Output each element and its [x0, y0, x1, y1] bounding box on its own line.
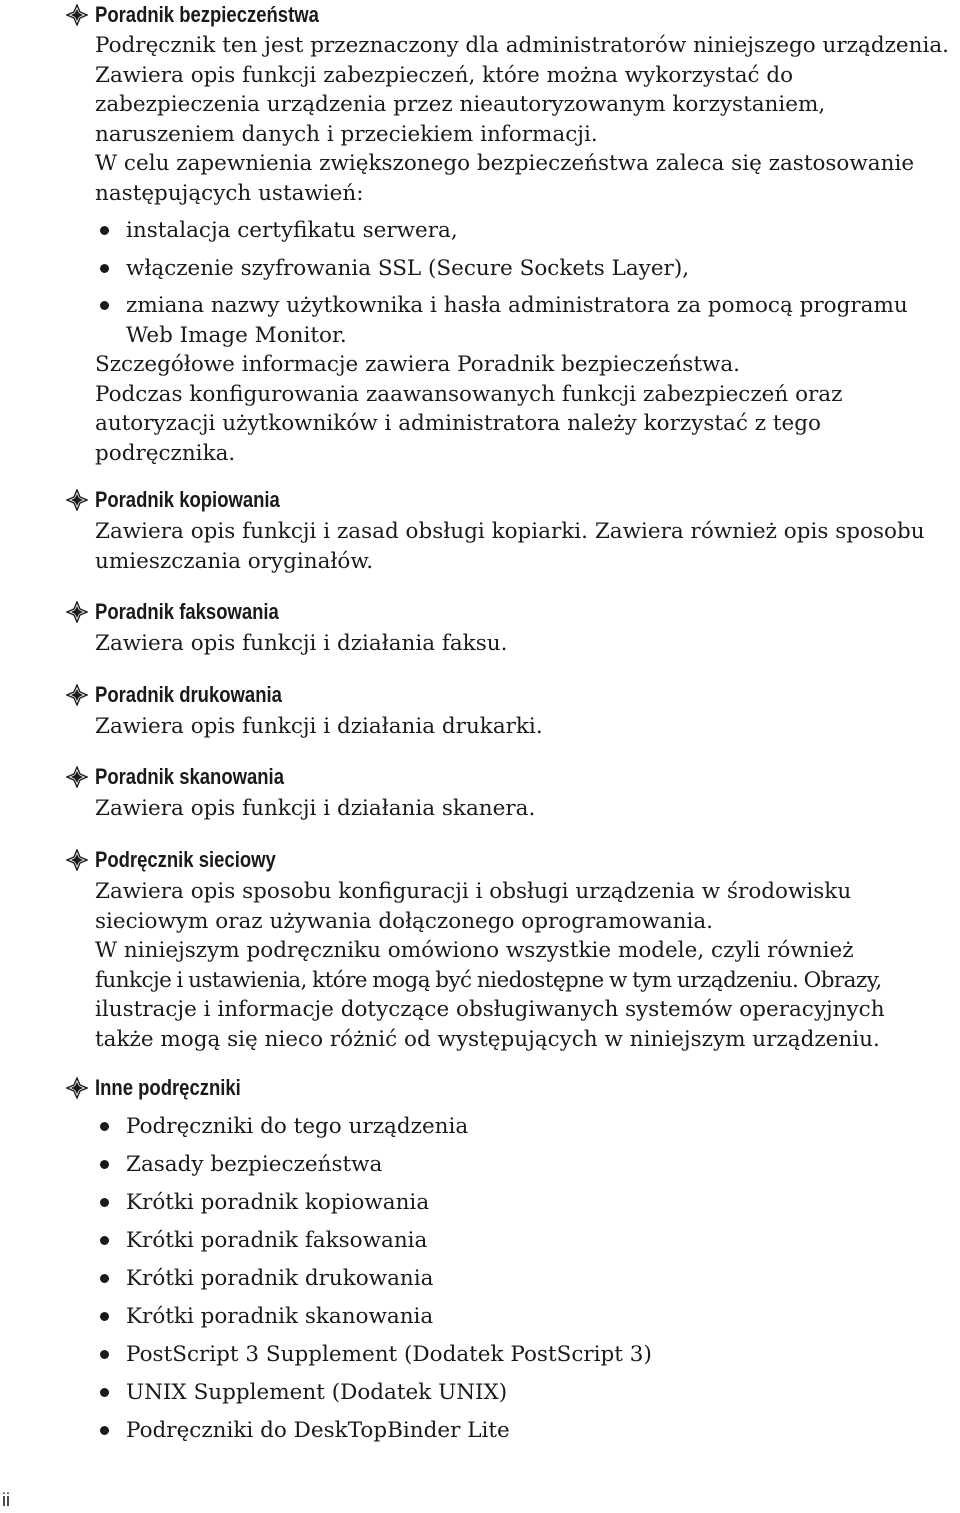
section-body	[95, 712, 955, 742]
section-title: Poradnik faksowania	[95, 599, 279, 624]
section-heading	[0, 1, 960, 31]
section-body	[95, 794, 955, 824]
section-body	[95, 31, 955, 208]
paragraph: Szczegółowe informacje zawiera Poradnik bezpieczeństwa.	[95, 352, 741, 377]
section-title: Inne podręczniki	[95, 1075, 241, 1100]
list-item: Zasady bezpieczeństwa	[126, 1150, 956, 1180]
paragraph: Zawiera opis funkcji i działania skanera.	[95, 796, 536, 821]
bullet-icon	[100, 1426, 109, 1435]
section-body	[95, 877, 955, 936]
section-title: Podręcznik sieciowy	[95, 847, 276, 872]
list-item: PostScript 3 Supplement (Dodatek PostScript 3)	[126, 1340, 956, 1370]
paragraph: Zawiera opis funkcji i działania drukarki.	[95, 714, 543, 739]
bullet-icon	[100, 1122, 109, 1131]
note-line: także mogą się nieco różnić od występujących w niniejszym urządzeniu.	[95, 1026, 880, 1052]
diamond-bullet-icon	[66, 489, 88, 511]
bullet-icon	[100, 1274, 109, 1283]
diamond-bullet-icon	[66, 4, 88, 26]
note-line: ilustracje i informacje dotyczące obsługiwanych systemów operacyjnych	[95, 997, 885, 1022]
list-item: UNIX Supplement (Dodatek UNIX)	[126, 1378, 956, 1408]
list-item: Podręczniki do DeskTopBinder Lite	[126, 1416, 956, 1446]
paragraph: Zawiera opis sposobu konfiguracji i obsługi urządzenia w środowisku sieciowym oraz używania dołączonego oprogramowania.	[95, 879, 852, 934]
note-line: W niniejszym podręczniku omówiono wszystkie modele, czyli również	[95, 938, 854, 963]
section-title: Poradnik skanowania	[95, 764, 284, 789]
list-item: Krótki poradnik drukowania	[126, 1264, 956, 1294]
list-item: Krótki poradnik faksowania	[126, 1226, 956, 1256]
section-title: Poradnik kopiowania	[95, 487, 280, 512]
paragraph: Podczas konfigurowania zaawansowanych funkcji zabezpieczeń oraz autoryzacji użytkowników i administratora należy korzystać z tego podręcznika.	[95, 381, 843, 466]
paragraph: W celu zapewnienia zwiększonego bezpieczeństwa zaleca się zastosowanie następujących ustawień:	[95, 151, 915, 206]
section-title: Poradnik bezpieczeństwa	[95, 2, 319, 27]
bullet-icon	[100, 264, 109, 273]
section-body	[95, 517, 955, 576]
list-item: Krótki poradnik kopiowania	[126, 1188, 956, 1218]
paragraph: Zawiera opis funkcji i zasad obsługi kopiarki. Zawiera również opis sposobu umieszczania oryginałów.	[95, 519, 925, 574]
list-item: Podręczniki do tego urządzenia	[126, 1112, 956, 1142]
bullet-icon	[100, 1160, 109, 1169]
section-other-manuals	[0, 1074, 960, 1446]
other-manuals-list	[0, 1112, 960, 1446]
list-item: Krótki poradnik skanowania	[126, 1302, 956, 1332]
bullet-icon	[100, 1388, 109, 1397]
section-fax-guide	[0, 598, 960, 659]
diamond-bullet-icon	[66, 1077, 88, 1099]
diamond-bullet-icon	[66, 766, 88, 788]
model-note	[95, 936, 955, 1054]
paragraph: Zawiera opis funkcji i działania faksu.	[95, 631, 508, 656]
diamond-bullet-icon	[66, 849, 88, 871]
section-print-guide	[0, 681, 960, 742]
section-scan-guide	[0, 763, 960, 824]
section-body	[95, 629, 955, 659]
diamond-bullet-icon	[66, 684, 88, 706]
diamond-bullet-icon	[66, 601, 88, 623]
section-copy-guide	[0, 486, 960, 576]
note-line: funkcje i ustawienia, które mogą być niedostępne w tym urządzeniu. Obrazy,	[95, 967, 882, 993]
bullet-list	[0, 216, 960, 350]
bullet-icon	[100, 1236, 109, 1245]
list-item: instalacja certyfikatu serwera,	[126, 216, 956, 246]
section-title: Poradnik drukowania	[95, 682, 282, 707]
bullet-icon	[100, 1312, 109, 1321]
section-heading	[0, 598, 960, 628]
section-heading	[0, 846, 960, 876]
bullet-icon	[100, 1350, 109, 1359]
list-item: włączenie szyfrowania SSL (Secure Sockets Layer),	[126, 254, 956, 284]
section-heading	[0, 681, 960, 711]
bullet-icon	[100, 226, 109, 235]
section-network-guide	[0, 846, 960, 1054]
section-heading	[0, 486, 960, 516]
section-body-after	[95, 350, 955, 468]
list-item: zmiana nazwy użytkownika i hasła administratora za pomocą programu Web Image Monitor.	[126, 291, 956, 350]
paragraph: Podręcznik ten jest przeznaczony dla administratorów niniejszego urządzenia. Zawiera opis funkcji zabezpieczeń, które można wykorzystać do zabezpieczenia urządzenia przez nieautoryzowanym korzystaniem, naruszeniem danych i przeciekiem informacji.	[95, 33, 950, 147]
page-number: ii	[2, 1490, 10, 1510]
section-heading	[0, 763, 960, 793]
bullet-icon	[100, 1198, 109, 1207]
section-security-guide	[0, 1, 960, 468]
section-heading	[0, 1074, 960, 1104]
bullet-icon	[100, 301, 109, 310]
